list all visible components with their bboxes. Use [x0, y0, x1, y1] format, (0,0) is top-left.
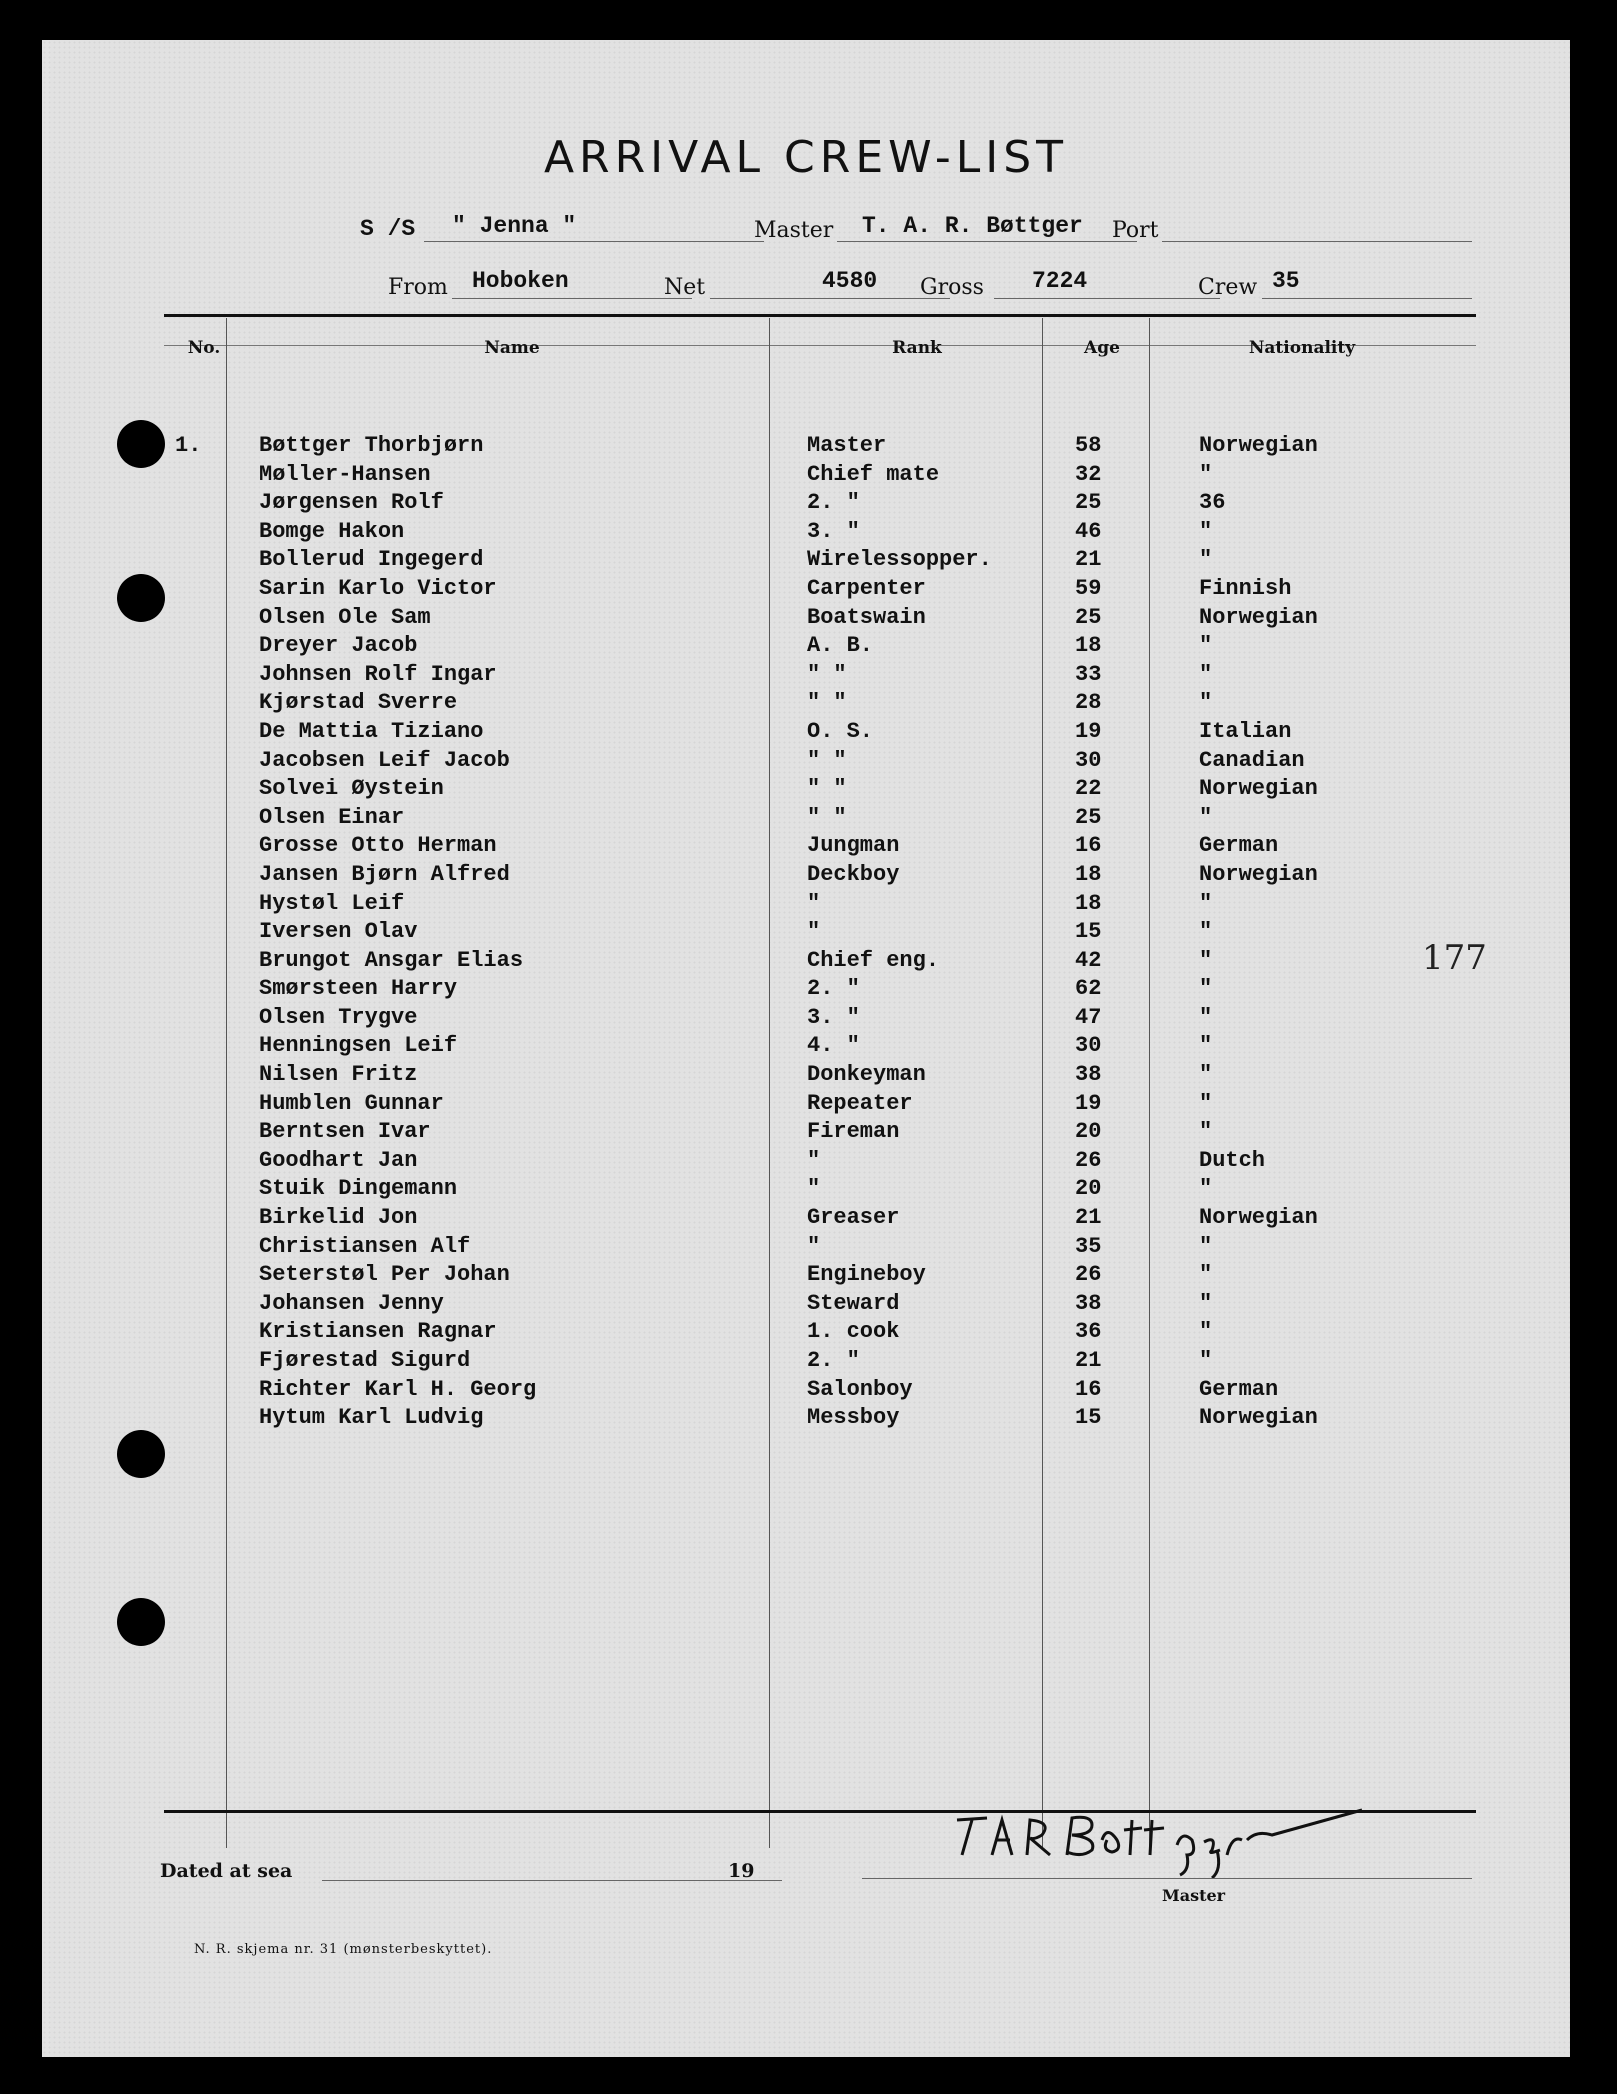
from-value: Hoboken	[472, 268, 569, 294]
crew-nationality: 36	[1199, 490, 1226, 516]
crew-name: Humblen Gunnar	[259, 1090, 444, 1116]
crew-nationality: "	[1199, 1319, 1213, 1345]
crew-rank: Boatswain	[807, 604, 926, 630]
crew-rank: Chief mate	[807, 461, 940, 487]
table-top-rule	[164, 314, 1476, 317]
crew-name: Hystøl Leif	[259, 890, 405, 916]
dated-underline	[322, 1880, 782, 1881]
crew-age: 30	[1075, 1033, 1102, 1059]
crew-rank: 2. "	[807, 490, 860, 516]
column-header-name: Name	[484, 338, 540, 358]
crew-age: 26	[1075, 1262, 1102, 1288]
table-row	[42, 1261, 1570, 1290]
crew-rank: 4. "	[807, 1033, 860, 1059]
crew-nationality: "	[1199, 890, 1213, 916]
crew-rank: Salonboy	[807, 1376, 913, 1402]
ship-name: " Jenna "	[452, 213, 577, 239]
crew-name: Møller-Hansen	[259, 461, 431, 487]
crew-age: 38	[1075, 1290, 1102, 1316]
gross-label: Gross	[920, 275, 984, 300]
crew-nationality: "	[1199, 690, 1213, 716]
net-value: 4580	[822, 268, 878, 294]
crew-nationality: "	[1199, 947, 1213, 973]
crew-name: Olsen Einar	[259, 804, 405, 830]
crew-age: 32	[1075, 461, 1102, 487]
crew-name: Dreyer Jacob	[259, 633, 418, 659]
crew-nationality: "	[1199, 804, 1213, 830]
crew-rank: "	[807, 890, 821, 916]
table-row	[42, 604, 1570, 633]
table-row	[42, 1175, 1570, 1204]
crew-nationality: "	[1199, 919, 1213, 945]
crew-label: Crew	[1198, 275, 1258, 300]
crew-age: 18	[1075, 890, 1102, 916]
crew-name: Goodhart Jan	[259, 1147, 418, 1173]
crew-name: Sarin Karlo Victor	[259, 575, 497, 601]
crew-nationality: "	[1199, 633, 1213, 659]
crew-age: 19	[1075, 718, 1102, 744]
crew-nationality: "	[1199, 1033, 1213, 1059]
table-row	[42, 718, 1570, 747]
crew-nationality: German	[1199, 833, 1279, 859]
crew-age: 46	[1075, 518, 1102, 544]
crew-age: 18	[1075, 633, 1102, 659]
table-row	[42, 1290, 1570, 1319]
table-row	[42, 1233, 1570, 1262]
crew-name: Bollerud Ingegerd	[259, 547, 484, 573]
document-title: ARRIVAL CREW-LIST	[543, 132, 1069, 183]
crew-rank: " "	[807, 747, 847, 773]
crew-rank: A. B.	[807, 633, 874, 659]
crew-name: Birkelid Jon	[259, 1205, 418, 1231]
crew-nationality: Norwegian	[1199, 1405, 1318, 1431]
port-label: Port	[1112, 218, 1159, 243]
crew-name: Stuik Dingemann	[259, 1176, 458, 1202]
crew-age: 35	[1075, 1233, 1102, 1259]
from-underline	[452, 298, 692, 299]
crew-age: 16	[1075, 833, 1102, 859]
crew-nationality: "	[1199, 518, 1213, 544]
crew-rank: Greaser	[807, 1205, 900, 1231]
table-row	[42, 1318, 1570, 1347]
crew-name: Berntsen Ivar	[259, 1119, 431, 1145]
crew-age: 59	[1075, 575, 1102, 601]
crew-name: Johnsen Rolf Ingar	[259, 661, 497, 687]
crew-rank: Messboy	[807, 1405, 900, 1431]
table-row	[42, 947, 1570, 976]
crew-rank: 2. "	[807, 1348, 860, 1373]
crew-rank: 3. "	[807, 518, 860, 544]
crew-nationality: "	[1199, 976, 1213, 1002]
crew-name: Fjørestad Sigurd	[259, 1348, 471, 1373]
crew-nationality: "	[1199, 661, 1213, 687]
crew-rank: Fireman	[807, 1119, 900, 1145]
year-prefix: 19	[728, 1860, 755, 1882]
port-underline	[1162, 241, 1472, 242]
crew-nationality: German	[1199, 1376, 1279, 1402]
table-row	[42, 1118, 1570, 1147]
table-row	[42, 1376, 1570, 1405]
master-label: Master	[754, 218, 834, 243]
crew-rank: Donkeyman	[807, 1062, 926, 1088]
crew-table-body	[42, 432, 1570, 1433]
crew-age: 38	[1075, 1062, 1102, 1088]
crew-rank: "	[807, 1147, 821, 1173]
crew-rank: Deckboy	[807, 861, 900, 887]
crew-name: Brungot Ansgar Elias	[259, 947, 524, 973]
crew-rank: " "	[807, 776, 847, 802]
crew-name: Olsen Trygve	[259, 1004, 418, 1030]
table-row	[42, 1404, 1570, 1433]
crew-rank: O. S.	[807, 718, 874, 744]
table-row	[42, 1004, 1570, 1033]
crew-age: 15	[1075, 919, 1102, 945]
table-row	[42, 546, 1570, 575]
crew-name: Nilsen Fritz	[259, 1062, 418, 1088]
crew-nationality: "	[1199, 1290, 1213, 1316]
crew-age: 20	[1075, 1119, 1102, 1145]
table-row	[42, 489, 1570, 518]
crew-name: Kjørstad Sverre	[259, 690, 458, 716]
crew-age: 36	[1075, 1319, 1102, 1345]
crew-nationality: "	[1199, 1004, 1213, 1030]
crew-age: 22	[1075, 776, 1102, 802]
binder-hole	[117, 1430, 165, 1478]
crew-nationality: Canadian	[1199, 747, 1305, 773]
form-reference: N. R. skjema nr. 31 (mønsterbeskyttet).	[194, 1942, 493, 1957]
crew-name: Iversen Olav	[259, 919, 418, 945]
crew-rank: " "	[807, 661, 847, 687]
crew-name: Grosse Otto Herman	[259, 833, 497, 859]
crew-name: De Mattia Tiziano	[259, 718, 484, 744]
crew-nationality: Norwegian	[1199, 1205, 1318, 1231]
crew-nationality: "	[1199, 1090, 1213, 1116]
crew-name: Kristiansen Ragnar	[259, 1319, 497, 1345]
crew-name: Jacobsen Leif Jacob	[259, 747, 510, 773]
table-row	[42, 775, 1570, 804]
crew-nationality: "	[1199, 1176, 1213, 1202]
table-row	[42, 975, 1570, 1004]
master-name: T. A. R. Bøttger	[862, 213, 1083, 239]
crew-value: 35	[1272, 268, 1300, 294]
crew-nationality: Italian	[1199, 718, 1292, 744]
crew-rank: 1. cook	[807, 1319, 900, 1345]
column-header-nationality: Nationality	[1248, 338, 1356, 358]
crew-age: 25	[1075, 804, 1102, 830]
dated-label: Dated at sea	[160, 1860, 293, 1882]
crew-nationality: "	[1199, 1233, 1213, 1259]
signature-underline	[862, 1878, 1472, 1879]
column-header-age: Age	[1084, 338, 1120, 358]
crew-name: Johansen Jenny	[259, 1290, 444, 1316]
crew-no: 1.	[175, 433, 202, 458]
crew-age: 42	[1075, 947, 1102, 973]
table-row	[42, 689, 1570, 718]
crew-age: 21	[1075, 547, 1102, 573]
crew-name: Christiansen Alf	[259, 1233, 471, 1259]
crew-rank: 2. "	[807, 976, 860, 1002]
binder-hole	[117, 420, 165, 468]
crew-list-document	[42, 40, 1570, 2057]
crew-age: 26	[1075, 1147, 1102, 1173]
crew-age: 21	[1075, 1348, 1102, 1373]
crew-nationality: Norwegian	[1199, 604, 1318, 630]
table-row	[42, 861, 1570, 890]
master-underline	[837, 241, 1137, 242]
crew-name: Smørsteen Harry	[259, 976, 458, 1002]
crew-nationality: "	[1199, 1348, 1213, 1373]
crew-rank: Jungman	[807, 833, 900, 859]
gross-value: 7224	[1032, 268, 1088, 294]
crew-rank: "	[807, 1176, 821, 1202]
table-row	[42, 575, 1570, 604]
margin-note: 177	[1422, 938, 1487, 978]
crew-rank: Master	[807, 433, 887, 458]
crew-nationality: "	[1199, 547, 1213, 573]
table-row	[42, 432, 1570, 461]
table-row	[42, 918, 1570, 947]
crew-name: Seterstøl Per Johan	[259, 1262, 510, 1288]
crew-rank: 3. "	[807, 1004, 860, 1030]
crew-rank: Chief eng.	[807, 947, 940, 973]
column-header-rank: Rank	[892, 338, 942, 358]
crew-nationality: Finnish	[1199, 575, 1292, 601]
crew-name: Olsen Ole Sam	[259, 604, 431, 630]
crew-underline	[1262, 298, 1472, 299]
crew-rank: " "	[807, 804, 847, 830]
crew-age: 25	[1075, 604, 1102, 630]
crew-age: 16	[1075, 1376, 1102, 1402]
ship-prefix: S /S	[360, 216, 416, 242]
crew-age: 30	[1075, 747, 1102, 773]
table-row	[42, 1204, 1570, 1233]
crew-name: Richter Karl H. Georg	[259, 1376, 537, 1402]
crew-age: 33	[1075, 661, 1102, 687]
table-row	[42, 890, 1570, 919]
crew-age: 21	[1075, 1205, 1102, 1231]
crew-nationality: Norwegian	[1199, 433, 1318, 458]
crew-name: Hytum Karl Ludvig	[259, 1405, 484, 1431]
crew-age: 18	[1075, 861, 1102, 887]
master-signature	[942, 1800, 1402, 1880]
crew-rank: Carpenter	[807, 575, 926, 601]
crew-age: 28	[1075, 690, 1102, 716]
table-row	[42, 1061, 1570, 1090]
crew-age: 47	[1075, 1004, 1102, 1030]
ship-name-underline	[424, 241, 764, 242]
net-underline	[710, 298, 950, 299]
crew-rank: Steward	[807, 1290, 900, 1316]
crew-rank: Wirelessopper.	[807, 547, 992, 573]
table-row	[42, 461, 1570, 490]
crew-age: 25	[1075, 490, 1102, 516]
crew-nationality: "	[1199, 1262, 1213, 1288]
crew-age: 19	[1075, 1090, 1102, 1116]
binder-hole	[117, 574, 165, 622]
gross-underline	[994, 298, 1220, 299]
crew-name: Bøttger Thorbjørn	[259, 433, 484, 458]
table-row	[42, 804, 1570, 833]
crew-nationality: "	[1199, 1062, 1213, 1088]
table-row	[42, 1347, 1570, 1376]
crew-rank: "	[807, 919, 821, 945]
table-row	[42, 1147, 1570, 1176]
crew-age: 58	[1075, 433, 1102, 458]
crew-name: Jørgensen Rolf	[259, 490, 444, 516]
master-caption: Master	[1162, 1886, 1226, 1905]
crew-name: Jansen Bjørn Alfred	[259, 861, 510, 887]
crew-nationality: Norwegian	[1199, 861, 1318, 887]
crew-age: 20	[1075, 1176, 1102, 1202]
crew-rank: Engineboy	[807, 1262, 926, 1288]
crew-nationality: Dutch	[1199, 1147, 1266, 1173]
crew-rank: " "	[807, 690, 847, 716]
table-row	[42, 747, 1570, 776]
table-row	[42, 1090, 1570, 1119]
crew-age: 15	[1075, 1405, 1102, 1431]
crew-rank: Repeater	[807, 1090, 913, 1116]
crew-name: Henningsen Leif	[259, 1033, 458, 1059]
table-row	[42, 632, 1570, 661]
crew-rank: "	[807, 1233, 821, 1259]
table-row	[42, 661, 1570, 690]
crew-name: Bomge Hakon	[259, 518, 405, 544]
from-label: From	[388, 275, 448, 300]
crew-name: Solvei Øystein	[259, 776, 444, 802]
crew-age: 62	[1075, 976, 1102, 1002]
table-row	[42, 518, 1570, 547]
column-header-no: No.	[187, 338, 221, 358]
crew-nationality: "	[1199, 461, 1213, 487]
crew-nationality: Norwegian	[1199, 776, 1318, 802]
net-label: Net	[664, 275, 706, 300]
table-row	[42, 1032, 1570, 1061]
table-row	[42, 832, 1570, 861]
binder-hole	[117, 1598, 165, 1646]
crew-nationality: "	[1199, 1119, 1213, 1145]
